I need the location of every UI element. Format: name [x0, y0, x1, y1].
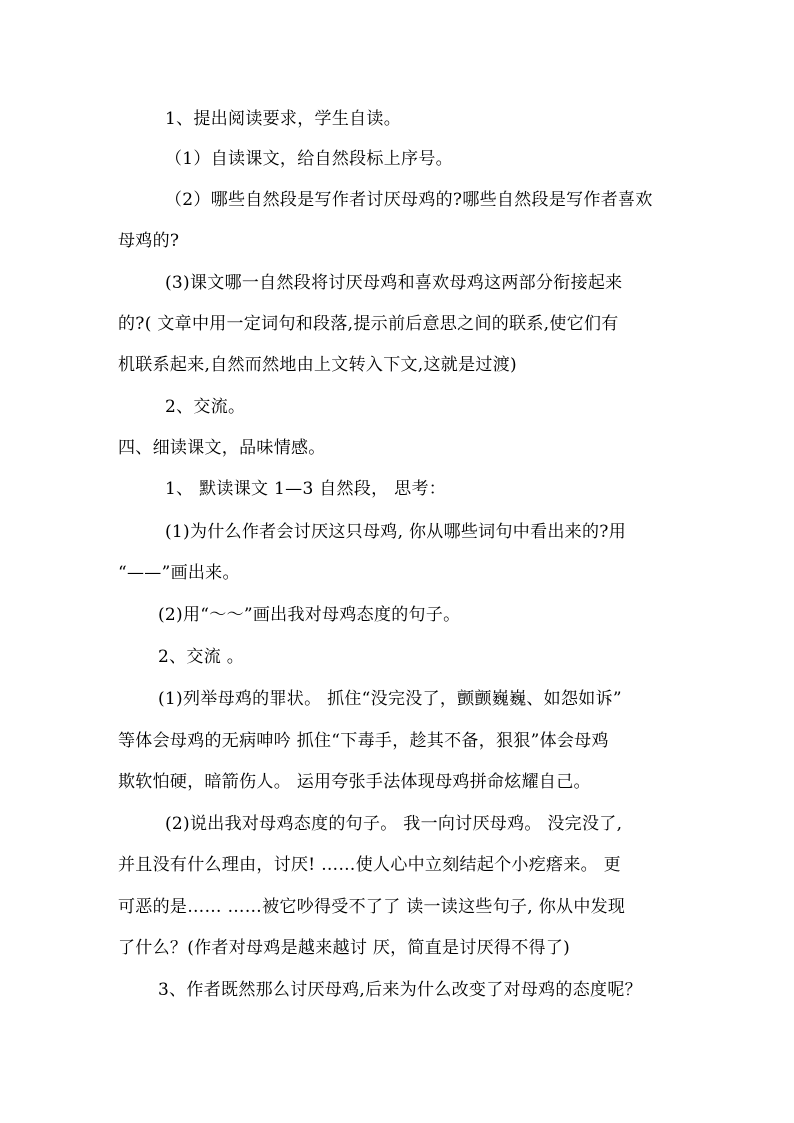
text-line: “——”画出来。 — [118, 563, 240, 583]
text-line: 欺软怕硬，暗箭伤人。 运用夸张手法体现母鸡拼命炫耀自己。 — [118, 772, 591, 792]
text-line: 可恶的是…… ……被它吵得受不了了 读一读这些句子, 你从中发现 — [118, 897, 626, 917]
text-line: (1)列举母鸡的罪状。 抓住“没完没了，颤颤巍巍、如怨如诉” — [158, 689, 622, 709]
text-line: (1)为什么作者会讨厌这只母鸡, 你从哪些词句中看出来的?用 — [165, 522, 627, 542]
text-line: 2、交流 。 — [158, 647, 245, 667]
text-line: （2）哪些自然段是写作者讨厌母鸡的?哪些自然段是写作者喜欢 — [165, 190, 653, 210]
text-line: 机联系起来,自然而然地由上文转入下文,这就是过渡) — [118, 355, 517, 375]
text-line: （1）自读课文，给自然段标上序号。 — [165, 149, 453, 169]
text-line: 母鸡的? — [118, 231, 180, 251]
text-line: 并且没有什么理由，讨厌! ……使人心中立刻结起个小疙瘩来。 更 — [118, 855, 621, 875]
text-line: 等体会母鸡的无病呻吟 抓住“下毒手，趁其不备，狠狠”体会母鸡 — [118, 731, 609, 751]
section-heading: 四、细读课文，品味情感。 — [118, 438, 326, 458]
text-line: 1、提出阅读要求，学生自读。 — [165, 109, 402, 129]
text-line: (3)课文哪一自然段将讨厌母鸡和喜欢母鸡这两部分衔接起来 — [165, 273, 623, 293]
text-line: 1、 默读课文 1—3 自然段， 思考： — [165, 479, 447, 499]
text-line: (2)用“～～”画出我对母鸡态度的句子。 — [158, 605, 461, 625]
text-line: 的?( 文章中用一定词句和段落,提示前后意思之间的联系,使它们有 — [118, 314, 619, 334]
text-line: (2)说出我对母鸡态度的句子。 我一向讨厌母鸡。 没完没了, — [165, 814, 623, 834]
text-line: 2、交流。 — [165, 397, 246, 417]
text-line: 了什么？(作者对母鸡是越来越讨 厌，简直是讨厌得不得了) — [118, 938, 571, 958]
text-line: 3、作者既然那么讨厌母鸡,后来为什么改变了对母鸡的态度呢？ — [158, 980, 642, 1000]
